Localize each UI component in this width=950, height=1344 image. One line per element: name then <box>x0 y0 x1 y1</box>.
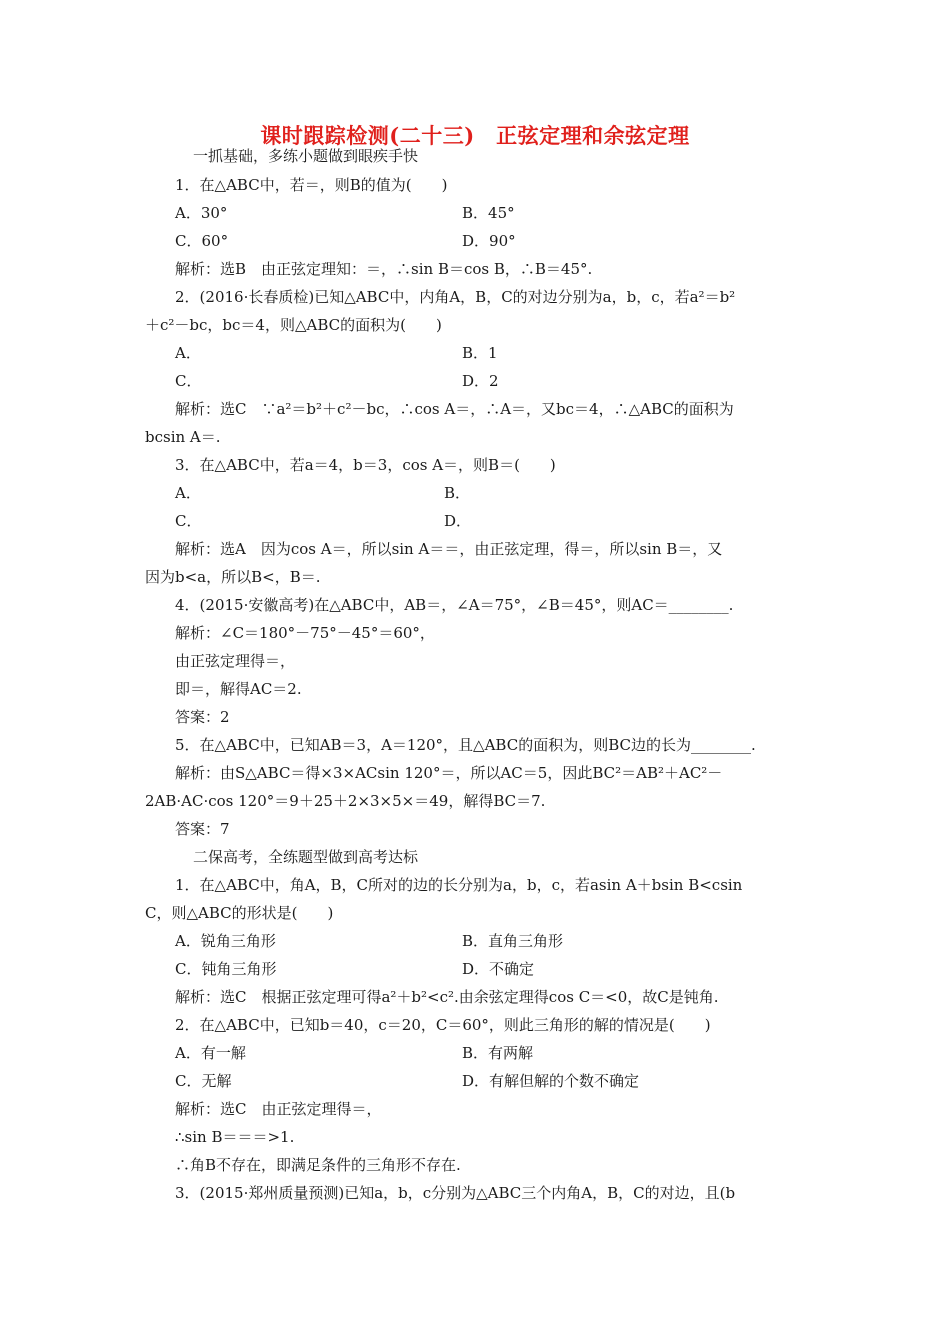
analysis-r2-line2: ∴sin B＝＝＝>1. <box>175 1128 295 1146</box>
analysis-4-line1: 解析：∠C＝180°－75°－45°＝60°， <box>175 624 435 642</box>
option-a: A．有一解 <box>175 1044 246 1062</box>
option-d: D．不确定 <box>462 960 535 978</box>
question-1: 1．在△ABC中，若＝，则B的值为( ) <box>175 176 448 194</box>
option-c: C． <box>175 512 202 530</box>
analysis-r1: 解析：选C 根据正弦定理可得a²＋b²<c².由余弦定理得cos C＝<0，故C是钝角. <box>175 988 719 1006</box>
question-2-line1: 2．(2016·长春质检)已知△ABC中，内角A，B，C的对边分别为a，b，c，若a²＝b² <box>175 288 736 306</box>
answer-4: 答案：2 <box>175 708 230 726</box>
analysis-4-line3: 即＝，解得AC＝2. <box>175 680 302 698</box>
analysis-2-line2: bcsin A＝. <box>145 428 221 446</box>
question-5: 5．在△ABC中，已知AB＝3，A＝120°，且△ABC的面积为，则BC边的长为________. <box>175 736 756 754</box>
question-r2: 2．在△ABC中，已知b＝40，c＝20，C＝60°，则此三角形的解的情况是( ) <box>175 1016 711 1034</box>
option-b: B．1 <box>462 344 498 362</box>
question-4: 4．(2015·安徽高考)在△ABC中，AB＝，∠A＝75°，∠B＝45°，则AC＝________. <box>175 596 734 614</box>
option-a: A． <box>175 344 201 362</box>
section-header-1: 一抓基础，多练小题做到眼疾手快 <box>193 147 419 165</box>
section-header-2: 二保高考，全练题型做到高考达标 <box>193 848 419 866</box>
option-c: C．无解 <box>175 1072 232 1090</box>
analysis-5-line2: 2AB·AC·cos 120°＝9＋25＋2×3×5×＝49，解得BC＝7. <box>145 792 546 810</box>
option-c: C．钝角三角形 <box>175 960 277 978</box>
option-c: C． <box>175 372 202 390</box>
option-b: B．直角三角形 <box>462 932 564 950</box>
analysis-1: 解析：选B 由正弦定理知：＝，∴sin B＝cos B，∴B＝45°. <box>175 260 593 278</box>
analysis-3-line2: 因为b<a，所以B<，B＝. <box>145 568 321 586</box>
page-title: 课时跟踪检测(二十三) 正弦定理和余弦定理 <box>260 123 690 148</box>
option-b: B． <box>444 484 471 502</box>
option-b: B．有两解 <box>462 1044 534 1062</box>
analysis-4-line2: 由正弦定理得＝， <box>175 652 296 670</box>
option-a: A．30° <box>175 204 228 222</box>
question-r1-line2: C，则△ABC的形状是( ) <box>145 904 334 922</box>
option-c: C．60° <box>175 232 229 250</box>
answer-5: 答案：7 <box>175 820 230 838</box>
question-r1-line1: 1．在△ABC中，角A，B，C所对的边的长分别为a，b，c，若asin A＋bsin B<csin <box>175 876 743 894</box>
option-a: A． <box>175 484 201 502</box>
option-d: D．90° <box>462 232 516 250</box>
analysis-2-line1: 解析：选C ∵a²＝b²＋c²－bc，∴cos A＝，∴A＝，又bc＝4，∴△ABC的面积为 <box>175 400 734 418</box>
option-b: B．45° <box>462 204 515 222</box>
question-3: 3．在△ABC中，若a＝4，b＝3，cos A＝，则B＝( ) <box>175 456 556 474</box>
analysis-r2-line3: ∴角B不存在，即满足条件的三角形不存在. <box>175 1156 461 1174</box>
analysis-r2-line1: 解析：选C 由正弦定理得＝， <box>175 1100 382 1118</box>
option-a: A．锐角三角形 <box>175 932 276 950</box>
option-d: D．有解但解的个数不确定 <box>462 1072 640 1090</box>
question-r3: 3．(2015·郑州质量预测)已知a，b，c分别为△ABC三个内角A，B，C的对边，且(b <box>175 1184 736 1202</box>
analysis-3-line1: 解析：选A 因为cos A＝，所以sin A＝＝，由正弦定理，得＝，所以sin B＝，又 <box>175 540 723 558</box>
option-d: D． <box>444 512 472 530</box>
question-2-line2: ＋c²－bc，bc＝4，则△ABC的面积为( ) <box>145 316 442 334</box>
option-d: D．2 <box>462 372 499 390</box>
analysis-5-line1: 解析：由S△ABC＝得×3×ACsin 120°＝，所以AC＝5，因此BC²＝AB²＋AC²－ <box>175 764 723 782</box>
